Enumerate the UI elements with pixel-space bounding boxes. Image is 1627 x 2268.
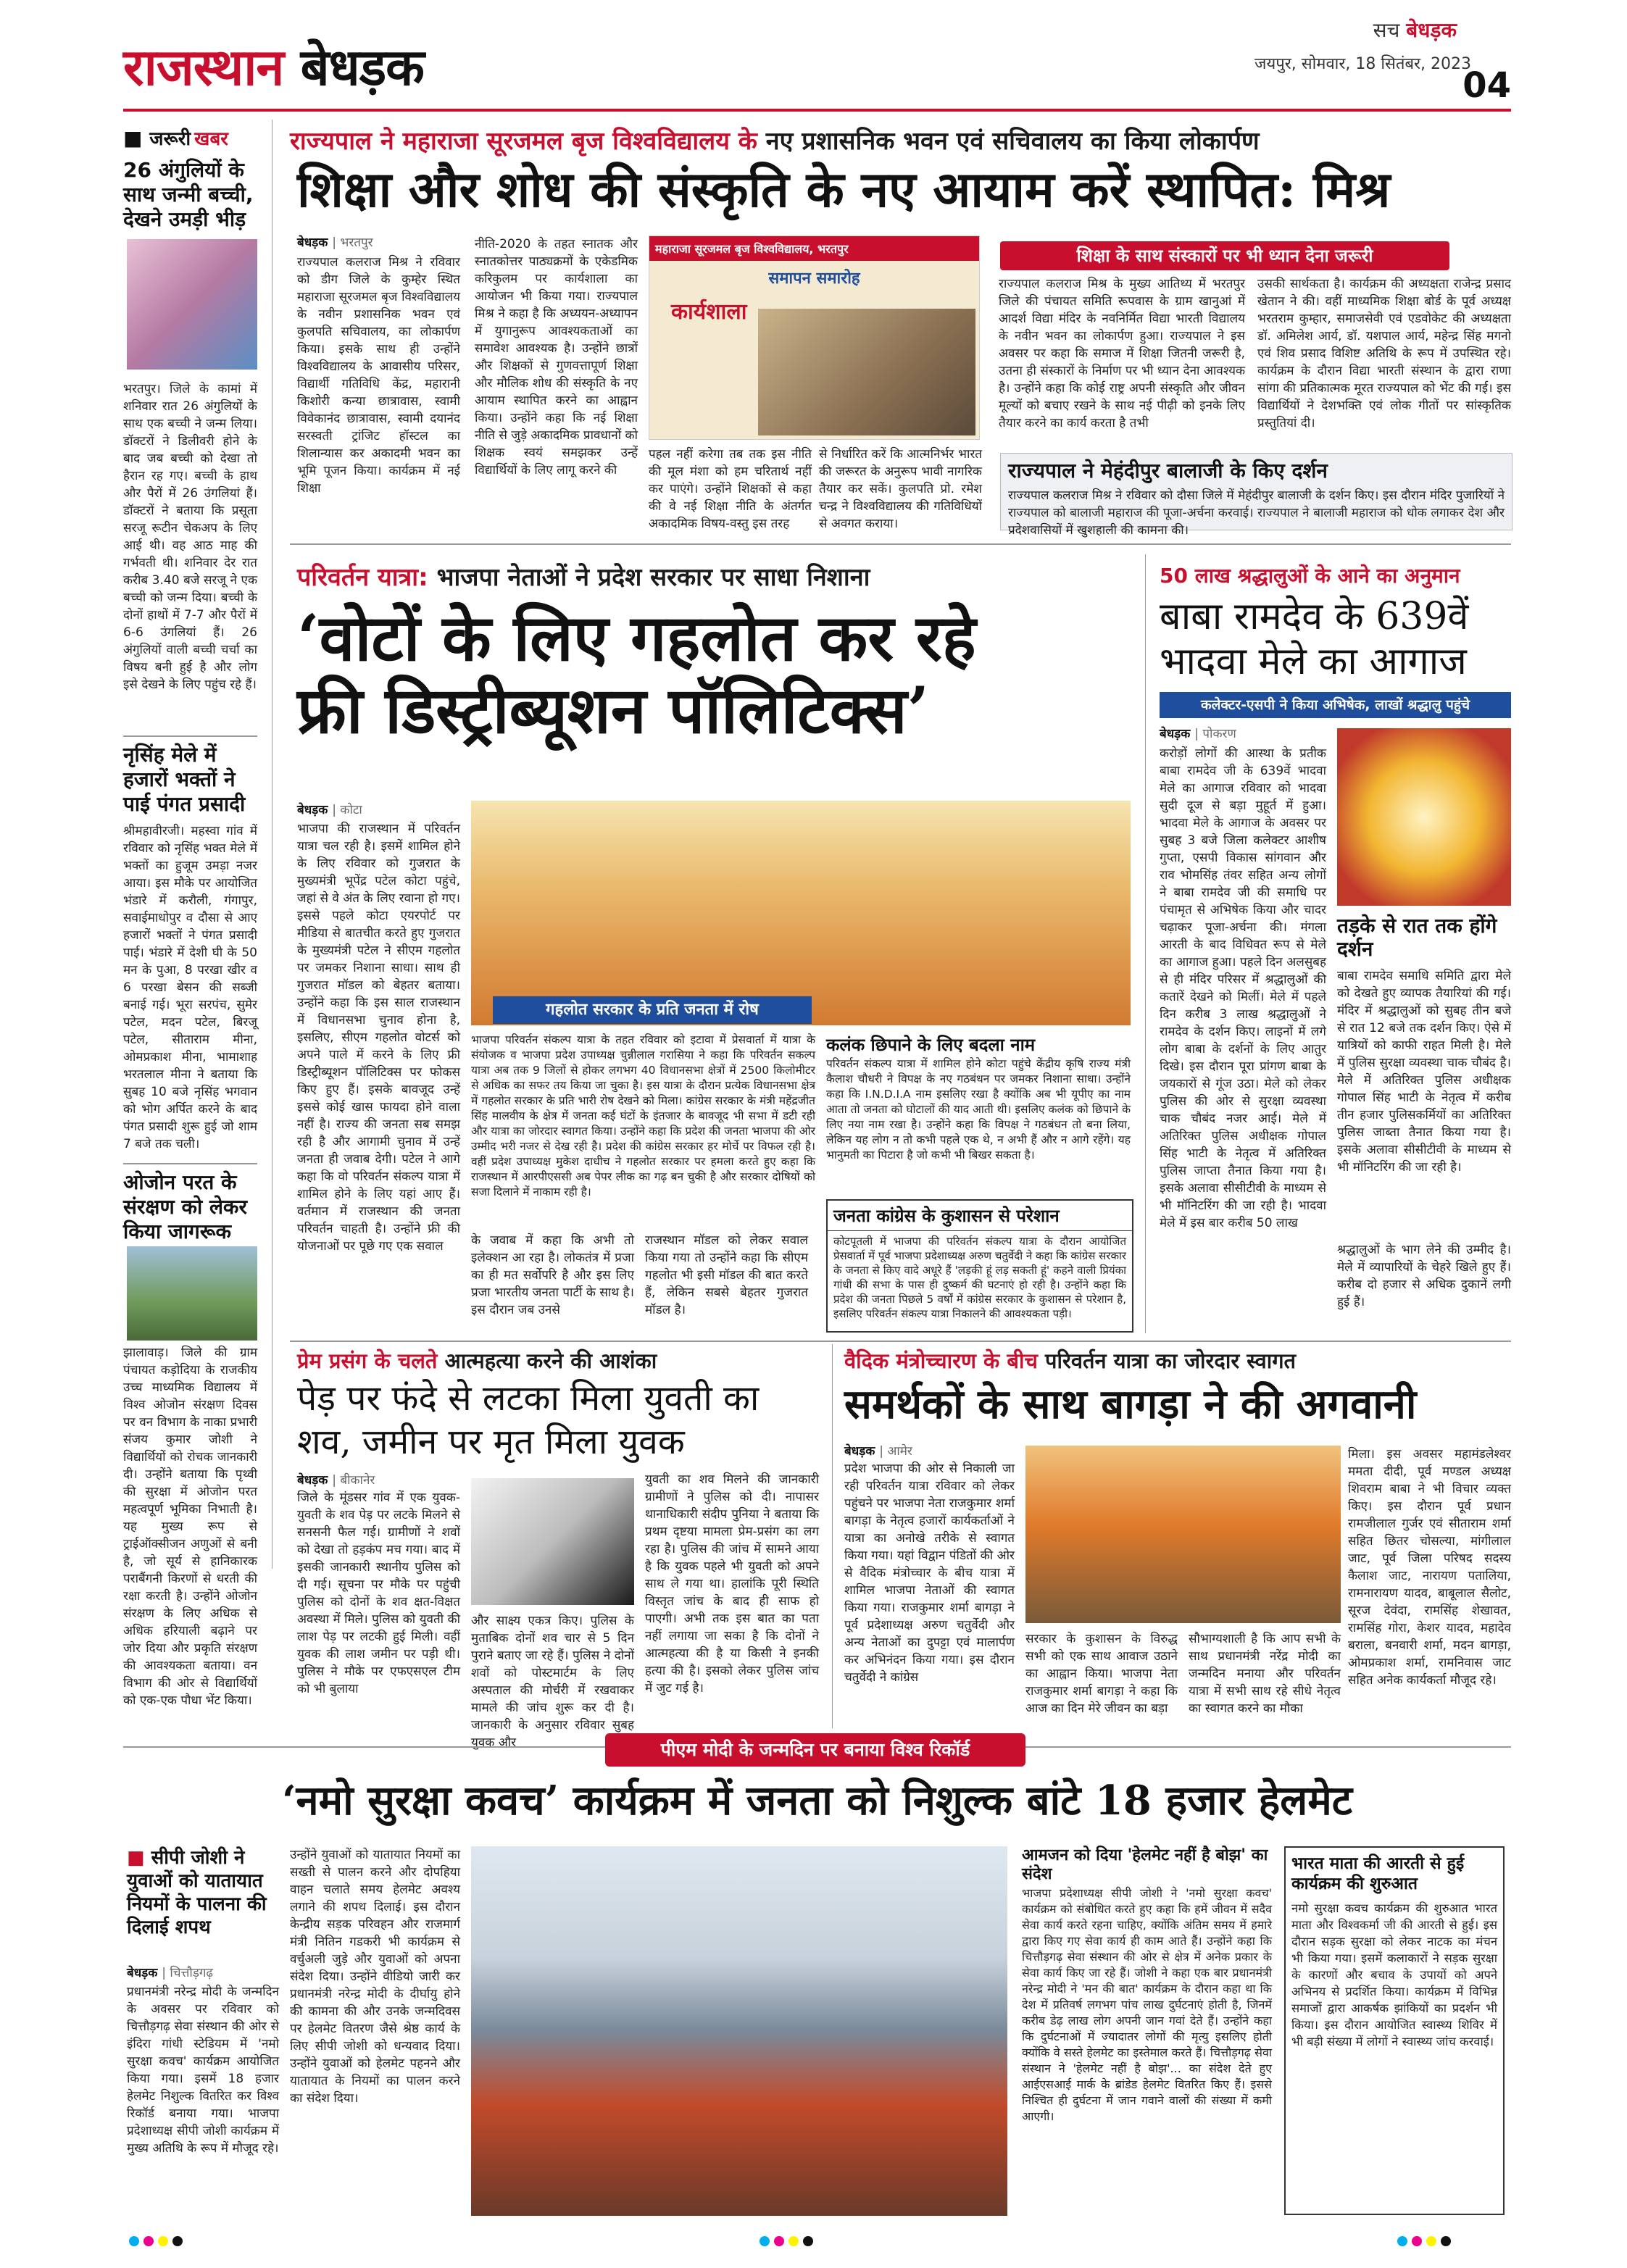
lead-col5: राज्यपाल कलराज मिश्र के मुख्य आतिथ्य में भरतपुर जिले की पंचायत समिति रूपवास के ग्राम खानुआं में आदर्श विद्या मंदिर के नवनिर्मित विद्या भारती विद्यालय के नवीन भवन का लोकार्पण हुआ। राज्यपाल ने इस अवसर पर कहा कि समाज में शिक्षा जितनी जरूरी है, उतना ही संस्कारों के निर्माण पर भी ध्यान देना आवश्यक है। उन्होंने कहा कि कोई राष्ट्र अपनी संस्कृति और जीवन मूल्यों को बचाए रखने के साथ नई पीढ़ी को इनके लिए तैयार करने का कार्य करता है तभी (999, 277, 1245, 430)
ramdev-headline: बाबा रामदेव के 639वें भादवा मेले का आगाज (1160, 595, 1469, 683)
registration-dots-center (757, 2235, 815, 2249)
bagda-col2: सरकार के कुशासन के विरुद्ध सभी को एक साथ आवाज उठाने का आह्वान किया। भाजपा नेता राजकुमार शर्मा बागड़ा ने कहा कि आज का दिन मेरे जीवन का बड़ा (1025, 1632, 1178, 1716)
bagda-col4: मिला। इस अवसर महामंडलेश्वर ममता दीदी, पूर्व मण्डल अध्यक्ष शिवराम बाबा ने भी विचार व्यक्त किए। इस दौरान पूर्व प्रधान रामजीलाल गुर्जर एवं सीताराम शर्मा सहित छितर चोसल्या, मांगीलाल जाट, पूर्व जिला परिषद सदस्य कैलाश जाट, नारायण पतालिया, रामनारायण यादव, बाबूलाल सैलोट, सूरज देवंदा, रामसिंह शेखावत, रामसिंह गोरा, केशर यादव, महादेव बराला, बनवारी शर्मा, मदन बागड़ा, ओमप्रकाश शर्मा, रामनिवास जाट सहित अनेक कार्यकर्ता मौजूद रहे। (1348, 1447, 1511, 1688)
column-divider (832, 1344, 833, 1728)
helmet-bar: पीएम मोदी के जन्मदिन पर बनाया विश्व रिकॉर्ड (605, 1733, 1025, 1767)
lead-col4: से निर्धारित करें कि आत्मनिर्भर भारत की जरूरत के अनुरूप भावी नागरिक तैयार कर सकें। कुलपति प्रो. रमेश चन्द्र ने विश्वविद्यालय की गतिविधियों से अवगत कराया। (819, 447, 982, 531)
lead-photo (649, 235, 980, 440)
helmet-left-headline: ■ सीपी जोशी ने युवाओं को यातायात नियमों के पालना की दिलाई शपथ (127, 1847, 267, 1938)
lead-byline: बेधड़क | भरतपुर (297, 235, 373, 250)
helmet-col1: प्रधानमंत्री नरेन्द्र मोदी के जन्मदिन के अवसर पर रविवार को चित्तौड़गढ़ सेवा संस्थान की ओर से इंदिरा गांधी स्टेडियम में 'नमो सुरक्षा कवच' कार्यक्रम आयोजित किया गया। इसमें 18 हजार हेलमेट निशुल्क वितरित कर विश्व रिकॉर्ड बनाया गया। भाजपा प्रदेशाध्यक्ष सीपी जोशी कार्यक्रम में मुख्य अतिथि के रूप में मौजूद रहे। (127, 1985, 279, 2156)
divider (290, 543, 1511, 545)
ramdev-side-tail: श्रद्धालुओं के भाग लेने की उम्मीद है। मेले में व्यापारियों के चेहरे खिले हुए हैं। करीब दो हजार से अधिक दुकानें लगी हुई हैं। (1337, 1243, 1511, 1309)
registration-dots-left (127, 2235, 185, 2249)
politics-photo-caption: गहलोत सरकार के प्रति जनता में रोष (493, 996, 812, 1024)
sidebar-story1-headline: 26 अंगुलियों के साथ जन्मी बच्ची, देखने उमड़ी भीड़ (123, 158, 254, 231)
crime-headline: पेड़ पर फंदे से लटका मिला युवती का शव, जमीन पर मृत मिला युवक (297, 1378, 760, 1462)
crime-kicker: प्रेम प्रसंग के चलते आत्महत्या करने की आशंका (297, 1348, 657, 1373)
bagda-kicker: वैदिक मंत्रोच्चारण के बीच परिवर्तन यात्रा का जोरदार स्वागत (844, 1348, 1297, 1373)
divider (123, 735, 257, 737)
politics-box2-body: कोटपूतली में भाजपा की परिवर्तन संकल्प यात्रा के दौरान आयोजित प्रेसवार्ता में पूर्व भाजपा प्रदेशाध्यक्ष अरुण चतुर्वेदी ने कहा कि कांग्रेस सरकार के जनता से किए वादे अधूरे हैं 'लड़की हूं लड़ सकती हूं' कहने वाली प्रियंका गांधी की सभा के पास ही दुष्कर्म की घटनाएं हो रही है। उन्होंने कहा कि प्रदेश की जनता पिछले 5 वर्षों में कांग्रेस सरकार के कुशासन से परेशान है, इसलिए परिवर्तन संकल्प यात्रा निकालने की आवश्यकता पड़ी। (833, 1235, 1126, 1320)
helmet-box1 (1022, 1846, 1272, 2216)
helmet-box2-title: भारत माता की आरती से हुई कार्यक्रम की शुरुआत (1291, 1854, 1465, 1893)
politics-col2: भाजपा परिवर्तन संकल्प यात्रा के तहत रविवार को इटावा में प्रेसवार्ता में यात्रा के संयोजक व भाजपा प्रदेश उपाध्यक्ष चुन्नीलाल गरासिया ने कहा कि परिवर्तन सकल्प यात्रा अब तक 9 जिलों से होकर लगभग 40 विधानसभा क्षेत्रों में 2500 किलोमीटर से अधिक का सफर तय किया जा चुका है। इस यात्रा के दौरान प्रत्येक विधानसभा क्षेत्र में गहलोत सरकार के प्रति भारी रोष देखने को मिला। कांग्रेस सरकार के मंत्री महेंद्रजीत सिंह मालवीय के क्षेत्र में जनता कई घंटों के इंतजार के बावजूद भी सभा में डटी रही और यात्रा का जोरदार स्वागत किया। उन्होंने कहा कि प्रदेश की जनता भाजपा की ओर उम्मीद भरी नजर से देख रही है। प्रदेश की कांग्रेस सरकार हर मोर्चे पर विफल रही है। वहीं प्रदेश उपाध्यक्ष मुकेश दाधीच ने गहलोत सरकार पर हमला करते हुए कहा कि राजस्थान में आरपीएससी अब पेपर लीक का गढ़ बन चुकी है और सरकार दोषियों को सजा दिलाने में नाकाम रही है। (471, 1033, 815, 1198)
helmet-box1-body: भाजपा प्रदेशाध्यक्ष सीपी जोशी ने 'नमो सुरक्षा कवच' कार्यक्रम को संबोधित करते हुए कहा कि हमें जीवन में सदैव सेवा कार्य करते रहना चाहिए, क्योंकि अंतिम समय में हमारे द्वारा किए गए सेवा कार्य ही काम आते हैं। उन्होंने कहा कि चित्तौड़गढ़ सेवा संस्थान की ओर से क्षेत्र में अनेक प्रकार के सेवा कार्य किए जा रहे हैं। जोशी ने कहा एक बार प्रधानमंत्री नरेन्द्र मोदी ने 'मन की बात' कार्यक्रम के दौरान कहा था कि देश में प्रतिवर्ष लगभग पांच लाख दुर्घटनाएं होती है, जिनमें करीब डेढ़ लाख लोग अपनी जान गवां देते हैं। उन्होंने कहा कि दुर्घटनाओं में ज्यादातर लोगों की मृत्यु इसलिए होती क्योंकि वे सस्ते हेलमेट का इस्तेमाल करते हैं। चित्तौड़गढ़ सेवा संस्थान ने 'हेलमेट नहीं है बोझ'... का संदेश देते हुए आईएसआई मार्क के ब्रांडेड हेलमेट वितरित किए हैं। इससे निश्चित ही दुर्घटना में जान गवाने वालों की संख्या में कमी आएगी। (1022, 1886, 1272, 2123)
baby-photo (127, 239, 257, 370)
helmet-col2: उन्होंने युवाओं को यातायात नियमों का सख्ती से पालन करने और दोपहिया वाहन चलाते समय हेलमेट अवश्य लगाने की शपथ दिलाई। इस दौरान केन्द्रीय सड़क परिवहन और राजमार्ग मंत्री नितिन गडकरी भी कार्यक्रम से वर्चुअली जुड़े और युवाओं को अपना संदेश दिया। उन्होंने वीडियो जारी कर प्रधानमंत्री नरेन्द्र मोदी के दीर्घायु होने की कामना की और उनके जन्मदिवस पर हेलमेट वितरण जैसे श्रेष्ठ कार्य के लिए सीपी जोशी को धन्यवाद दिया। उन्होंने युवाओं को हेलमेट पहनने और यातायात के नियमों का पालन करने का संदेश दिया। (290, 1848, 460, 2106)
lead-col2: नीति-2020 के तहत स्नातक और स्नातकोत्तर पाठ्यक्रमों के एकेडमिक करिकुलम पर कार्यशाला का आयोजन भी किया गया। राज्यपाल मिश्र ने कहा है कि अध्ययन-अध्यापन में युगानुरूप आवश्यकताओं का समावेश आवश्यक है। उन्होंने छात्रों और शिक्षकों से गुणवत्तापूर्ण शिक्षा और मौलिक शोध की संस्कृति के नए आयाम स्थापित करने का आह्वान किया। उन्होंने कहा कि नई शिक्षा नीति से जुड़े अकादमिक प्रावधानों को शिक्षक स्वयं समझकर उन्हें विद्यार्थियों के लिए लागू करने की (475, 237, 638, 478)
ozone-photo (127, 1246, 257, 1341)
ramdev-byline: बेधड़क | पोकरण (1160, 727, 1236, 741)
sidebar-story1-body: भरतपुर। जिले के कामां में शनिवार रात 26 अंगुलियों के साथ एक बच्ची ने जन्म लिया। डॉक्टरों ने डिलीवरी होने के बाद जब बच्ची को देखा तो हैरान रह गए। बच्ची के हाथ और पैरों में 26 उंगलियां हैं। डॉक्टरों ने बताया कि प्रसूता सरजू रूटीन चेकअप के लिए आई थी। वह आठ माह की गर्भवती थी। शनिवार देर रात करीब 3.40 बजे सरजू ने एक बच्ची को जन्म दिया। बच्ची के दोनों हाथों में 7-7 और पैरों में 6-6 उंगलियां हैं। 26 अंगुलियों वाली बच्ची चर्चा का विषय बनी हुई है और लोग इसे देखने के लिए पहुंच रहे हैं। (123, 382, 257, 692)
mehandipur-body: राज्यपाल कलराज मिश्र ने रविवार को दौसा जिले में मेहंदीपुर बालाजी के दर्शन किए। इस दौरान मंदिर पुजारियों ने राज्यपाल को बालाजी महाराज की पूजा-अर्चना करवाई। राज्यपाल ने बालाजी महाराज को धोक लगाकर देश और प्रदेशवासियों में खुशहाली की कामना की। (1008, 488, 1505, 538)
banner-sub: समापन समारोह (768, 270, 860, 288)
politics-photo (471, 801, 1131, 1025)
helmet-box2-body: नमो सुरक्षा कवच कार्यक्रम की शुरुआत भारत माता और विश्वकर्मा जी की आरती से हुई। इस दौरान सड़क सुरक्षा को लेकर नाटक का मंचन भी किया गया। इसमें कलाकारों ने सड़क सुरक्षा के कारणों और बचाव के उपायों को अपने अभिनय से प्रदर्शित किया। कार्यक्रम में विभिन्न समाजों द्वारा आकर्षक झांकियों का प्रदर्शन भी किया। इस दौरान आयोजित स्वास्थ्य शिविर में भी बड़ी संख्या में लोगों ने स्वास्थ्य जांच करवाई। (1291, 1901, 1497, 2048)
registration-dots-right (1395, 2235, 1453, 2249)
masthead-tagline: सच बेधड़क (1373, 18, 1457, 42)
politics-box1 (826, 1033, 1131, 1188)
masthead-title: राजस्थान बेधड़क (123, 37, 424, 97)
column-divider (1145, 554, 1146, 1333)
politics-box1-body: परिवर्तन संकल्प यात्रा में शामिल होने कोटा पहुंचे केंद्रीय कृषि राज्य मंत्री कैलाश चौधरी ने विपक्ष के नए गठबंधन पर जमकर निशाना साधा। उन्होंने कहा कि I.N.D.I.A नाम इसलिए रखा है क्योंकि अब भी यूपीए का नाम आता तो जनता को घोटालों की याद आती थी। इसलिए कलंक को छिपाने के लिए नया नाम रखा है। उन्होंने कहा कि विपक्ष ने गठबंधन तो बना लिया, लेकिन यह लोग न तो कभी पहले एक थे, न अभी हैं और न आगे रहेंगे। यह भानुमती का पिटारा है जो कभी भी बिखर सकता है। (826, 1057, 1131, 1162)
politics-kicker: परिवर्तन यात्रा: भाजपा नेताओं ने प्रदेश सरकार पर साधा निशाना (297, 563, 870, 592)
lead-kicker: राज्यपाल ने महाराजा सूरजमल बृज विश्वविद्यालय के नए प्रशासनिक भवन एवं सचिवालय का किया लोकार्पण (290, 127, 1260, 156)
lead-col6: उसकी सार्थकता है। कार्यक्रम की अध्यक्षता राजेन्द्र प्रसाद खेतान ने की। वहीं माध्यमिक शिक्षा बोर्ड के पूर्व अध्यक्ष भरतराम कुम्हार, समाजसेवी एवं एडवोकेट की अध्यक्षता डॉ. अमिलेश आर्य, डॉ. यशपाल आर्य, महेन्द्र सिंह मगनो एवं शिव प्रसाद विशिष्ट अतिथि के रूप में उपस्थित रहे। कार्यक्रम के दौरान विद्या भारती संस्थान के द्वारा राणा सांगा की प्रतिकात्मक मूरत राज्यपाल को भेंट की गई। इस विद्यार्थियों ने देशभक्ति एवं लोक गीतों पर सांस्कृतिक प्रस्तुतियां दी। (1257, 277, 1511, 430)
bagda-col1: प्रदेश भाजपा की ओर से निकाली जा रही परिवर्तन यात्रा रविवार को लेकर पहुंचने पर भाजपा नेता राजकुमार शर्मा बागड़ा के नेतृत्व हजारों कार्यकर्ताओं ने यात्रा का अनोखे तरीके से स्वागत किया गया। यहां विद्वान पंडितों की ओर से वैदिक मंत्रोच्चार के बीच यात्रा में शामिल भाजपा नेताओं की स्वागत किया गया। राजकुमार शर्मा बागड़ा ने पूर्व प्रदेशाध्यक्ष अरुण चतुर्वेदी और अन्य नेताओं का दुपट्टा एवं मालार्पण कर अभिनंदन किया गया। इस दौरान चतुर्वेदी ने कांग्रेस (844, 1462, 1015, 1685)
lead-sub-bar: शिक्षा के साथ संस्कारों पर भी ध्यान देना जरूरी (1000, 241, 1449, 270)
helmet-headline: ‘नमो सुरक्षा कवच’ कार्यक्रम में जनता को निशुल्क बांटे 18 हजार हेलमेट (282, 1777, 1352, 1825)
masthead-rule (123, 109, 1511, 112)
divider (123, 1163, 257, 1164)
politics-headline-line1: ‘वोटों के लिए गहलोत कर रहे (297, 600, 976, 675)
ramdev-sub-bar: कलेक्टर-एसपी ने किया अभिषेक, लाखों श्रद्धालु पहुंचे (1160, 692, 1511, 718)
ramdev-col1: करोड़ों लोगों की आस्था के प्रतीक बाबा रामदेव जी के 639वें भादवा मेले का आगाज रविवार को भादवा सुदी दूज से बड़ा मुहूर्त में हुआ। भादवा मेले के आगाज के अवसर पर सुबह 3 बजे जिला कलेक्टर आशीष गुप्ता, एसपी विकास सांगवान और राव भोमसिंह तंवर सहित अन्य लोगों ने बाबा रामदेव जी की समाधि पर पंचामृत से अभिषेक किया और चादर चढ़ाकर पूजा-अर्चना की। मंगला आरती के बाद विधिवत रूप से मेले का आगाज हुआ। पहले दिन अलसुबह से ही मंदिर परिसर में श्रद्धालुओं की कतारें देखने को मिलीं। मेले में पहले दिन करीब 3 लाख श्रद्धालुओं ने रामदेव के दर्शन किए। लाइनों में लगे लोग बाबा के दर्शनों के लिए आतुर दिखे। इस दौरान पूरा प्रांगण बाबा के जयकारों से गूंज उठा। मेले को लेकर पुलिस की ओर से सुरक्षा व्यवस्था चाक चौबंद नजर आई। मेले में अतिरिक्त पुलिस अधीक्षक गोपाल सिंह भाटी के नेतृत्व में अतिरिक्त पुलिस जाप्ता तैनात किया गया है। इसके अलावा सीसीटीवी के माध्यम से भी मॉनिटरिंग की जा रही है। भादवा मेले में इस बार करीब 50 लाख (1160, 746, 1326, 1230)
bagda-photo (1025, 1446, 1341, 1623)
mehandipur-box (1000, 453, 1512, 538)
sidebar-section-label: ■ जरूरी खबर (123, 126, 228, 150)
politics-col4: राजस्थान मॉडल को लेकर सवाल किया गया तो उन्होंने कहा कि सीएम गहलोत भी इसी मॉडल की बात करते हैं, लेकिन सबसे बेहतर गुजरात मॉडल है। (645, 1233, 808, 1317)
governor-photo (758, 309, 975, 435)
politics-headline-line2: फ्री डिस्ट्रीब्यूशन पॉलिटिक्स’ (297, 672, 930, 748)
crime-col1: जिले के मूंडसर गांव में एक युवक-युवती के शव पेड़ पर लटके मिलने से सनसनी फैल गई। ग्रामीणों ने शवों को देखा तो हड़कंप मच गया। बाद में इसकी जानकारी स्थानीय पुलिस को दी गई। सूचना पर मौके पर पहुंची पुलिस को दोनों के शव क्षत-विक्षत अवस्था में मिले। पुलिस को युवती की लाश पेड़ पर लटकी हुई मिली। वहीं युवक की लाश जमीन पर पड़ी थी। पुलिस ने मौके पर एफएसएल टीम को भी बुलाया (297, 1491, 460, 1696)
page-number: 04 (1462, 65, 1511, 106)
politics-col1: भाजपा की राजस्थान में परिवर्तन यात्रा चल रही है। इसमें शामिल होने के लिए रविवार को गुजरात के मुख्यमंत्री भूपेंद्र पटेल कोटा पहुंचे, जहां से वे अंत के लिए रवाना हो गए। इससे पहले कोटा एयरपोर्ट पर मीडिया से बातचीत करते हुए गुजरात के मुख्यमंत्री पटेल ने सीएम गहलोत पर जमकर निशाना साधा। साथ ही गुजरात मॉडल को बेहतर बताया। उन्होंने कहा कि इस साल राजस्थान में विधानसभा चुनाव होना है, इसलिए, सीएम गहलोत वोटर्स को अपने पाले में करने के लिए फ्री डिस्ट्रीब्यूशन पॉलिटिक्स पर फोकस किए हुए हैं। इसके बावजूद उन्हें इससे कोई खास फायदा होने वाला नहीं है। राज्य की जनता सब समझ रही है और आगामी चुनाव में उन्हें जनता ही जवाब देगी। पटेल ने आगे कहा कि वो परिवर्तन संकल्प यात्रा में शामिल होने के लिए यहां आए हैं। वर्तमान में राजस्थान की जनता परिवर्तन चाहती है। उन्होंने फ्री की योजनाओं पर पूछे गए एक सवाल (297, 822, 460, 1254)
crime-photo (471, 1478, 634, 1605)
helmet-box2 (1284, 1846, 1505, 2215)
bagda-col3: सौभाग्यशाली है कि आप सभी के साथ प्रधानमंत्री नरेंद्र मोदी का जन्मदिन मनाया और परिवर्तन यात्रा में सभी साथ रहे सीधे नेतृत्व का स्वागत करने का मौका (1189, 1632, 1341, 1716)
helmet-photo (471, 1846, 1007, 2216)
crime-byline: बेधड़क | बीकानेर (297, 1473, 375, 1488)
ramdev-side-headline: तड़के से रात तक होंगे दर्शन (1337, 914, 1497, 961)
mehandipur-title: राज्यपाल ने मेहंदीपुर बालाजी के किए दर्शन (1008, 459, 1328, 483)
politics-byline: बेधड़क | कोटा (297, 803, 362, 817)
helmet-box1-title: आमजन को दिया 'हेलमेट नहीं है बोझ' का संदेश (1022, 1846, 1268, 1883)
politics-col3: के जवाब में कहा कि अभी तो इलेक्शन आ रहा है। लोकतंत्र में प्रजा का ही मत सर्वोपरि है और इस लिए प्रजा भारतीय जनता पार्टी के साथ है। इस दौरान जब उनसे (471, 1233, 634, 1317)
lead-col3: पहल नहीं करेगा तब तक इस नीति की मूल मंशा को हम चरितार्थ नहीं कर पाएंगे। उन्होंने शिक्षकों से कहा की वे नई शिक्षा नीति के अंतर्गत अकादमिक विषय-वस्तु इस तरह (649, 447, 812, 531)
ramdev-photo (1337, 728, 1511, 906)
sidebar-story3-headline: ओजोन परत के संरक्षण को लेकर किया जागरूक (123, 1170, 247, 1243)
ramdev-kicker: 50 लाख श्रद्धालुओं के आने का अनुमान (1160, 564, 1460, 588)
politics-box2-title: जनता कांग्रेस के कुशासन से परेशान (828, 1201, 1132, 1231)
helmet-byline: बेधड़क | चित्तौड़गढ़ (127, 1966, 213, 1980)
crime-col2: और साक्ष्य एकत्र किए। पुलिस के मुताबिक दोनों शव चार से 5 दिन पुराने बताए जा रहे हैं। पुलिस ने दोनों शवों को पोस्टमार्टम के लिए अस्पताल की मोर्चरी में रखवाकर मामले की जांच शुरू कर दी है। जानकारी के अनुसार रविवार सुबह युवक और (471, 1614, 634, 1750)
lead-col1: राज्यपाल कलराज मिश्र ने रविवार को डीग जिले के कुम्हेर स्थित महाराजा सूरजमल बृज विश्वविद्यालय के नवीन प्रशासनिक भवन एवं कुलपति सचिवालय, का लोकार्पण किया। इसके साथ ही उन्होंने विश्वविद्यालय के आवासीय परिसर, विद्यार्थी गतिविधि केंद्र, महारानी किशोरी कन्या छात्रावास, स्वामी विवेकानंद छात्रावास, स्वामी दयानंद सरस्वती ट्रांजिट हॉस्टल का शिलान्यास कर अकादमी भवन का भूमि पूजन किया। कार्यक्रम में नई शिक्षा (297, 255, 460, 496)
sidebar-story3-body: झालावाड़। जिले की ग्राम पंचायत कड़ोदिया के राजकीय उच्च माध्यमिक विद्यालय में विश्व ओजोन संरक्षण दिवस पर वन विभाग के नाका प्रभारी संजय कुमार जोशी ने विद्यार्थियों को रोचक जानकारी दी। उन्होंने बताया कि पृथ्वी की सुरक्षा में ओजोन परत महत्वपूर्ण भूमिका निभाती है। यह मुख्य रूप से ट्राईऑक्सीजन अणुओं से बनी है, जो सूर्य से हानिकारक पराबैंगनी किरणों से धरती की रक्षा करती है। उन्होंने ओजोन संरक्षण के लिए अधिक से अधिक हरियाली बढ़ाने पर जोर दिया और प्रकृति संरक्षण की आवश्यकता बताया। वन विभाग की ओर से विद्यार्थियों को एक-एक पौधा भेंट किया। (123, 1346, 257, 1708)
sidebar-story2-headline: नृसिंह मेले में हजारों भक्तों ने पाई पंगत प्रसादी (123, 743, 246, 816)
sidebar-story2-body: श्रीमहावीरजी। महस्वा गांव में रविवार को नृसिंह भक्त मेले में भक्तों का हुजूम उमड़ा नजर आया। इस मौके पर आयोजित भंडारे में करौली, गंगापुर, सवाईमाधोपुर व दौसा से आए हजारों भक्तों ने पंगत प्रसादी पाई। भंडारे में देशी घी के 50 मन के पुआ, 8 परखा खीर व 6 परखा बेसन की सब्जी बनाई गई। भूरा सरपंच, सुमेर पटेल, मदन पटेल, बिरजू पटेल, सीताराम मीना, ओमप्रकाश मीना, भामाशाह भरतलाल मीना ने बताया कि सुबह 10 बजे नृसिंह भगवान को भोग अर्पित करने के बाद पंगत प्रसादी शुरू हुई जो शाम 7 बजे तक चली। (123, 824, 257, 1151)
crime-col3: युवती का शव मिलने की जानकारी ग्रामीणों ने पुलिस को दी। नापासर थानाधिकारी संदीप पुनिया ने बताया कि प्रथम दृष्टया मामला प्रेम-प्रसंग का लग रहा है। पुलिस की जांच में सामने आया है कि युवक पहले भी युवती को अपने साथ ले गया था। हालांकि पूरी स्थिति विस्तृत जांच के बाद ही साफ हो पाएगी। अभी तक इस बात का पता नहीं लगाया जा सका है कि दोनों ने आत्महत्या की है या किसी ने इनकी हत्या की है। इसको लेकर पुलिस जांच में जुट गई है। (645, 1472, 819, 1696)
politics-headline (297, 601, 1138, 746)
bagda-headline: समर्थकों के साथ बागड़ा ने की अगवानी (844, 1380, 1417, 1428)
lead-headline: शिक्षा और शोध की संस्कृति के नए आयाम करें स्थापित: मिश्र (297, 161, 1391, 219)
ramdev-side-body: बाबा रामदेव समाधि समिति द्वारा मेले को देखते हुए व्यापक तैयारियां की गई। मंदिर में श्रद्धालुओं को सुबह तीन बजे से रात 12 बजे तक दर्शन किए। ऐसे में यात्रियों को काफी राहत मिली है। मेले में पुलिस सुरक्षा व्यवस्था चाक चौबंद है। मेले में अतिरिक्त पुलिस अधीक्षक गोपाल सिंह भाटी के नेतृत्व में करीब तीन हजार पुलिसकर्मियों का अतिरिक्त पुलिस जाब्ता तैनात किया गया है। इसके अलावा सीसीटीवी के माध्यम से भी मॉनिटरिंग की जा रही है। (1337, 969, 1511, 1175)
banner-big: कार्यशाला (671, 299, 747, 325)
banner-text: महाराजा सूरजमल बृज विश्वविद्यालय, भरतपुर (649, 236, 979, 261)
divider (290, 1341, 1511, 1342)
bagda-byline: बेधड़क | आमेर (844, 1444, 912, 1459)
politics-box1-title: कलंक छिपाने के लिए बदला नाम (826, 1035, 1036, 1055)
politics-box2 (826, 1199, 1133, 1333)
dateline: जयपुर, सोमवार, 18 सितंबर, 2023 (1254, 55, 1471, 73)
